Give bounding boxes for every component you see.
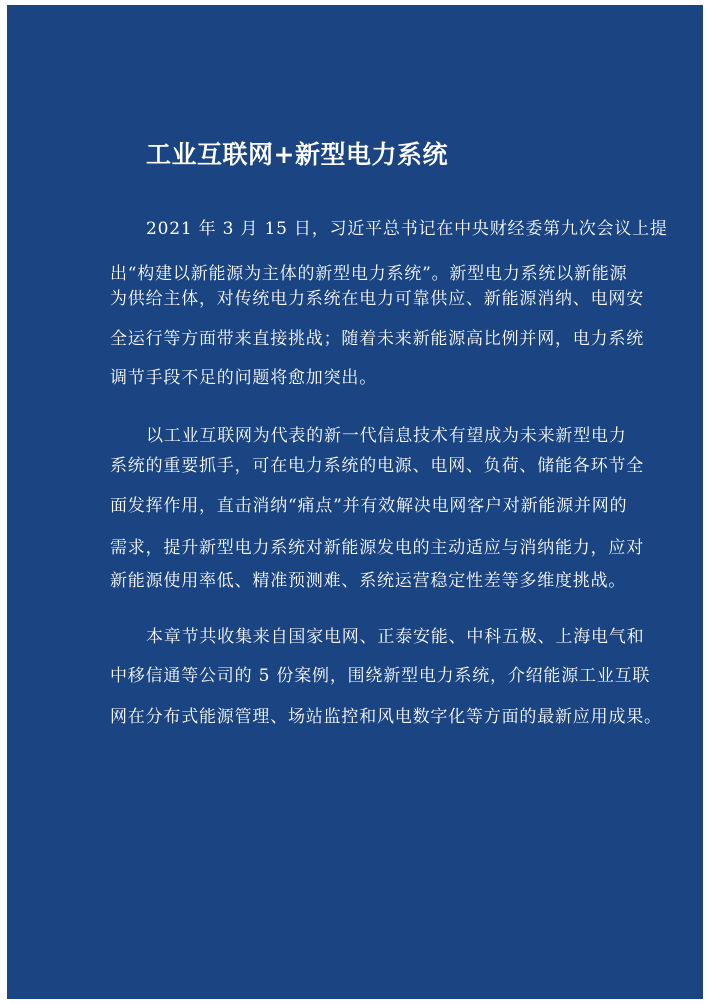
paragraph-2-line-1: 以工业互联网为代表的新一代信息技术有望成为未来新型电力 — [146, 426, 627, 446]
paragraph-2-line-4: 需求，提升新型电力系统对新能源发电的主动适应与消纳能力，应对 — [110, 538, 644, 558]
page-title: 工业互联网+新型电力系统 — [146, 140, 448, 169]
paragraph-1-line-1: 2021 年 3 月 15 日，习近平总书记在中央财经委第九次会议上提 — [146, 219, 668, 239]
paragraph-3-line-1: 本章节共收集来自国家电网、正泰安能、中科五极、上海电气和 — [146, 627, 645, 647]
paragraph-1-line-5: 调节手段不足的问题将愈加突出。 — [110, 368, 377, 388]
paragraph-2-line-5: 新能源使用率低、精准预测难、系统运营稳定性差等多维度挑战。 — [110, 571, 627, 591]
paragraph-1-line-2: 出“构建以新能源为主体的新型电力系统”。新型电力系统以新能源 — [110, 264, 628, 284]
paragraph-3-line-3: 网在分布式能源管理、场站监控和风电数字化等方面的最新应用成果。 — [110, 707, 662, 727]
paragraph-2-line-3: 面发挥作用，直击消纳“痛点”并有效解决电网客户对新能源并网的 — [110, 496, 628, 516]
paragraph-1-line-3: 为供给主体，对传统电力系统在电力可靠供应、新能源消纳、电网安 — [110, 289, 644, 309]
paragraph-1-line-4: 全运行等方面带来直接挑战；随着未来新能源高比例并网，电力系统 — [110, 329, 644, 349]
paragraph-3-line-2: 中移信通等公司的 5 份案例，围绕新型电力系统，介绍能源工业互联 — [110, 666, 651, 686]
paragraph-2-line-2: 系统的重要抓手，可在电力系统的电源、电网、负荷、储能各环节全 — [110, 456, 644, 476]
